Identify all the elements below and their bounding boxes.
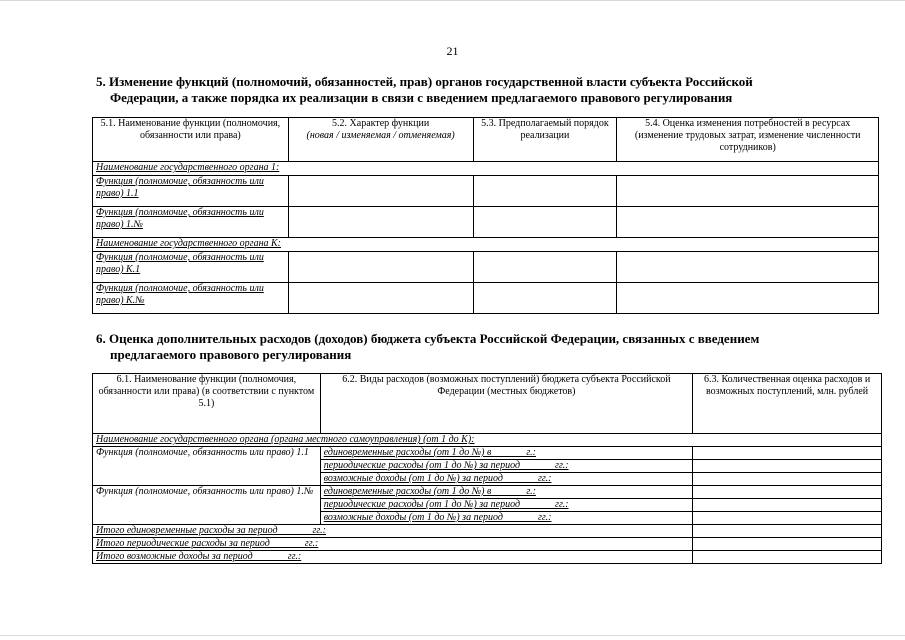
empty-cell[interactable] [693, 460, 882, 473]
page-number: 21 [446, 44, 459, 58]
empty-cell[interactable] [473, 252, 617, 283]
empty-cell[interactable] [693, 551, 882, 564]
empty-cell[interactable] [617, 252, 879, 283]
table-row [93, 162, 879, 176]
section6-heading [96, 331, 886, 363]
organ-row: Наименование государственного органа (органа местного самоуправления) (от 1 до К): [93, 434, 882, 447]
section6-header-row [93, 374, 882, 434]
function-1-1-cell: Функция (полномочие, обязанность или право) 1.1 [93, 176, 289, 207]
top-page-edge [0, 0, 905, 1]
table-row [93, 252, 879, 283]
table-row [93, 551, 882, 564]
one-time-expenses-cell: единовременные расходы (от 1 до №) в ______ г.: [320, 447, 692, 460]
section5-heading [96, 74, 886, 106]
header-function-name: 6.1. Наименование функции (полномочия, обязанности или права) (в соответствии с пунктом 5.1) [93, 374, 321, 434]
table-row [93, 434, 882, 447]
empty-cell[interactable] [617, 283, 879, 314]
periodic-expenses-cell: периодические расходы (от 1 до №) за период ______ гг.: [320, 460, 692, 473]
organ-k-row: Наименование государственного органа К: [93, 238, 879, 252]
section5-title-line2: Федерации, а также порядка их реализации в связи с введением предлагаемого правового регулирования [110, 90, 733, 105]
total-one-time-cell: Итого единовременные расходы за период ______ гг.: [93, 525, 693, 538]
organ-1-row: Наименование государственного органа 1: [93, 162, 879, 176]
section6-table [92, 373, 882, 564]
table-row [93, 447, 882, 460]
table-row [93, 283, 879, 314]
header-function-nature [288, 118, 473, 162]
table-row [93, 538, 882, 551]
function-k-n-cell: Функция (полномочие, обязанность или право) К.№ [93, 283, 289, 314]
bottom-page-edge [0, 635, 905, 636]
table-row [93, 207, 879, 238]
header-function-name: 5.1. Наименование функции (полномочия, обязанности или права) [93, 118, 289, 162]
empty-cell[interactable] [693, 538, 882, 551]
empty-cell[interactable] [617, 176, 879, 207]
one-time-expenses-cell: единовременные расходы (от 1 до №) в ______ г.: [320, 486, 692, 499]
function-1-1-cell: Функция (полномочие, обязанность или право) 1.1 [93, 447, 321, 486]
empty-cell[interactable] [473, 207, 617, 238]
possible-income-cell: возможные доходы (от 1 до №) за период ______ гг.: [320, 473, 692, 486]
section5-header-row [93, 118, 879, 162]
empty-cell[interactable] [693, 499, 882, 512]
section5-table [92, 117, 879, 314]
table-row [93, 238, 879, 252]
empty-cell[interactable] [288, 252, 473, 283]
section6-title-line2: предлагаемого правового регулирования [110, 347, 352, 362]
empty-cell[interactable] [288, 176, 473, 207]
table-row [93, 486, 882, 499]
table-row [93, 525, 882, 538]
empty-cell[interactable] [693, 486, 882, 499]
header-expense-types: 6.2. Виды расходов (возможных поступлений) бюджета субъекта Российской Федерации (местных бюджетов) [320, 374, 692, 434]
empty-cell[interactable] [693, 447, 882, 460]
empty-cell[interactable] [473, 283, 617, 314]
header-quantitative-assessment: 6.3. Количественная оценка расходов и возможных поступлений, млн. рублей [693, 374, 882, 434]
empty-cell[interactable] [473, 176, 617, 207]
header-function-nature-label: 5.2. Характер функции [332, 118, 430, 129]
function-1-n-cell: Функция (полномочие, обязанность или право) 1.№ [93, 486, 321, 525]
section6-title-line1: 6. Оценка дополнительных расходов (доходов) бюджета субъекта Российской Федерации, связанных с введением [96, 331, 760, 346]
header-resource-assessment: 5.4. Оценка изменения потребностей в ресурсах (изменение трудовых затрат, изменение численности сотрудников) [617, 118, 879, 162]
empty-cell[interactable] [288, 207, 473, 238]
header-function-nature-options: (новая / изменяемая / отменяемая) [306, 130, 455, 141]
total-possible-cell: Итого возможные доходы за период ______ гг.: [93, 551, 693, 564]
empty-cell[interactable] [693, 473, 882, 486]
function-1-n-cell: Функция (полномочие, обязанность или право) 1.№ [93, 207, 289, 238]
section5-title-line1: 5. Изменение функций (полномочий, обязанностей, прав) органов государственной власти субъекта Российской [96, 74, 753, 89]
empty-cell[interactable] [693, 525, 882, 538]
periodic-expenses-cell: периодические расходы (от 1 до №) за период ______ гг.: [320, 499, 692, 512]
empty-cell[interactable] [288, 283, 473, 314]
function-k-1-cell: Функция (полномочие, обязанность или право) К.1 [93, 252, 289, 283]
empty-cell[interactable] [617, 207, 879, 238]
empty-cell[interactable] [693, 512, 882, 525]
total-periodic-cell: Итого периодические расходы за период ______ гг.: [93, 538, 693, 551]
possible-income-cell: возможные доходы (от 1 до №) за период ______ гг.: [320, 512, 692, 525]
header-implementation-order: 5.3. Предполагаемый порядок реализации [473, 118, 617, 162]
table-row [93, 176, 879, 207]
